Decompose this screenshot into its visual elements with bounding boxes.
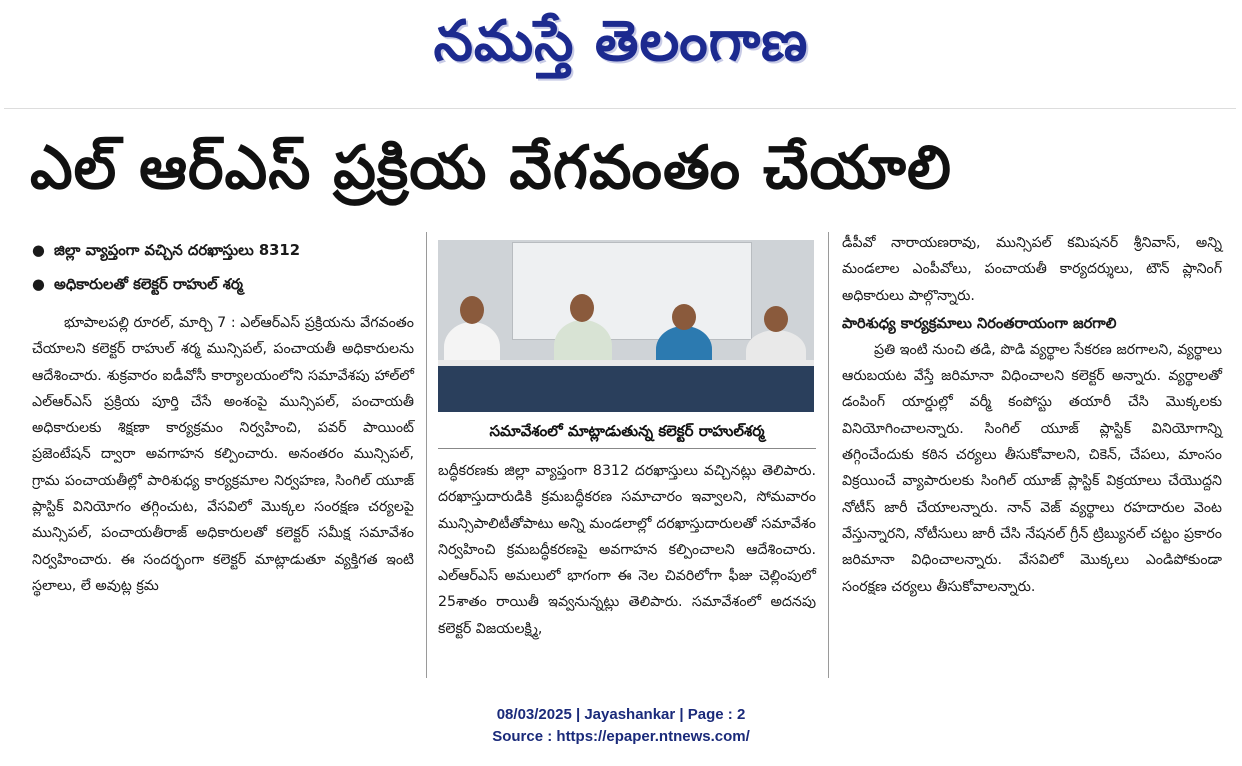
- bullet-text: అధికారులతో కలెక్టర్ రాహుల్ శర్మ: [54, 276, 243, 293]
- bullet-point-1: [32, 234, 414, 268]
- article-paragraph: డీపీవో నారాయణరావు, మున్సిపల్ కమిషనర్ శ్రీనివాస్, అన్ని మండలాల ఎంపీవోలు, పంచాయతీ కార్యదర్శులు, టౌన్ ప్లానింగ్ అధికారులు పాల్గొన్నారు.: [842, 235, 1222, 304]
- article-column-2: [438, 458, 816, 642]
- bullet-icon: ●: [32, 276, 45, 293]
- projector-screen: [512, 242, 752, 340]
- article-column-3: [842, 230, 1222, 600]
- person-4-head: [764, 306, 788, 332]
- subheading: పారిశుధ్య కార్యక్రమాలు నిరంతరాయంగా జరగాలి: [842, 314, 1117, 332]
- person-2-head: [570, 294, 594, 322]
- photo-caption: సమావేశంలో మాట్లాడుతున్న కలెక్టర్ రాహుల్‌శర్మ: [489, 422, 765, 440]
- column-divider: [426, 232, 427, 678]
- meeting-photo: [438, 240, 814, 412]
- column-divider: [828, 232, 829, 678]
- bullet-icon: ●: [32, 242, 45, 259]
- article-paragraph: బద్ధీకరణకు జిల్లా వ్యాప్తంగా 8312 దరఖాస్తులు వచ్చినట్లు తెలిపారు. దరఖాస్తుదారుడికి క్రమబద్ధీకరణ సమాచారం ఇవ్వాలని, సోమవారం మున్సిపాలిటీతోపాటు అన్ని మండలాల్లో దరఖాస్తుదారులతో సమావేశం నిర్వహించి క్రమబద్ధీకరణపై అవగాహన కల్పించాలని ఆదేశించారు. ఎల్ఆర్ఎస్ అమలులో భాగంగా ఈ నెల చివరిలోగా ఫీజు చెల్లింపులో 25శాతం రాయితీ ఇవ్వనున్నట్లు తెలిపారు. సమావేశంలో అదనపు కలెక్టర్ విజయలక్ష్మి,: [438, 463, 816, 637]
- conference-table: [438, 366, 814, 412]
- newspaper-logo: నమస్తే తెలంగాణ: [433, 9, 809, 74]
- masthead: [0, 0, 1242, 86]
- footer-source-line: Source : https://epaper.ntnews.com/: [492, 728, 750, 745]
- article-column-1: [32, 234, 414, 599]
- headline: ఎల్ ఆర్ఎస్ ప్రక్రియ వేగవంతం చేయాలి: [30, 133, 952, 203]
- article-paragraph: భూపాలపల్లి రూరల్, మార్చి 7 : ఎల్ఆర్ఎస్ ప్రక్రియను వేగవంతం చేయాలని కలెక్టర్ రాహుల్ శర్మ మున్సిపల్, పంచాయతీ అధికారులను ఆదేశించారు. శుక్రవారం ఐడీవోసీ కార్యాలయంలోని సమావేశపు హాల్‌లో ఎల్ఆర్ఎస్ ప్రక్రియ పూర్తి చేసే అంశంపై మున్సిపల్, పంచాయతీ అధికారులకు శిక్షణా కార్యక్రమం నిర్వహించి, పవర్ పాయింట్ ప్రజెంటేషన్ ద్వారా అవగాహన కల్పించారు. అనంతరం మున్సిపల్, గ్రామ పంచాయతీల్లో పారిశుధ్య కార్యక్రమాల నిర్వహణ, సింగిల్ యూజ్ ప్లాస్టిక్ వినియోగం తగ్గించుట, వేసవిలో మొక్కల సంరక్షణ చర్యలపై మున్సిపల్, పంచాయతీరాజ్ అధికారులతో కలెక్టర్ సమీక్ష సమావేశం నిర్వహించారు. ఈ సందర్భంగా కలెక్టర్ మాట్లాడుతూ వ్యక్తిగత ఇంటి స్థలాలు, లే అవుట్ల క్రమ: [32, 315, 414, 594]
- bullet-text: జిల్లా వ్యాప్తంగా వచ్చిన దరఖాస్తులు 8312: [54, 242, 301, 259]
- bullet-point-2: [32, 268, 414, 302]
- article-paragraph: ప్రతి ఇంటి నుంచి తడి, పొడి వ్యర్థాల సేకరణ జరగాలని, వ్యర్థాలు ఆరుబయట వేస్తే జరిమానా విధించాలని కలెక్టర్ అన్నారు. వ్యర్థాలతో డంపింగ్ యార్డుల్లో వర్మీ కంపోస్టు తయారీ చేసి మొక్కలకు వినియోగించాలన్నారు. సింగిల్ యూజ్ ప్లాస్టిక్ వినియోగాన్ని తగ్గించేందుకు కఠిన చర్యలు తీసుకోవాలని, చికెన్, చేపలు, మాంసం విక్రయించే వ్యాపారులకు సింగిల్ యూజ్ ప్లాస్టిక్ విక్రయాలు చేయొద్దని నోటీస్ జారీ చేయాలన్నారు. నాన్ వెజ్ వ్యర్థాలు రహదారుల వెంట వేస్తున్నారని, నోటీసులు జారీ చేసి నేషనల్ గ్రీన్ ట్రిబ్యునల్ చట్టం ప్రకారం జరిమానా విధించాలన్నారు. వేసవిలో మొక్కలు ఎండిపోకుండా సంరక్షణ చర్యలు తీసుకోవాలన్నారు.: [842, 341, 1222, 595]
- footer-date-line: 08/03/2025 | Jayashankar | Page : 2: [496, 706, 746, 723]
- caption-divider: [438, 448, 816, 449]
- person-1-head: [460, 296, 484, 324]
- person-3-head: [672, 304, 696, 330]
